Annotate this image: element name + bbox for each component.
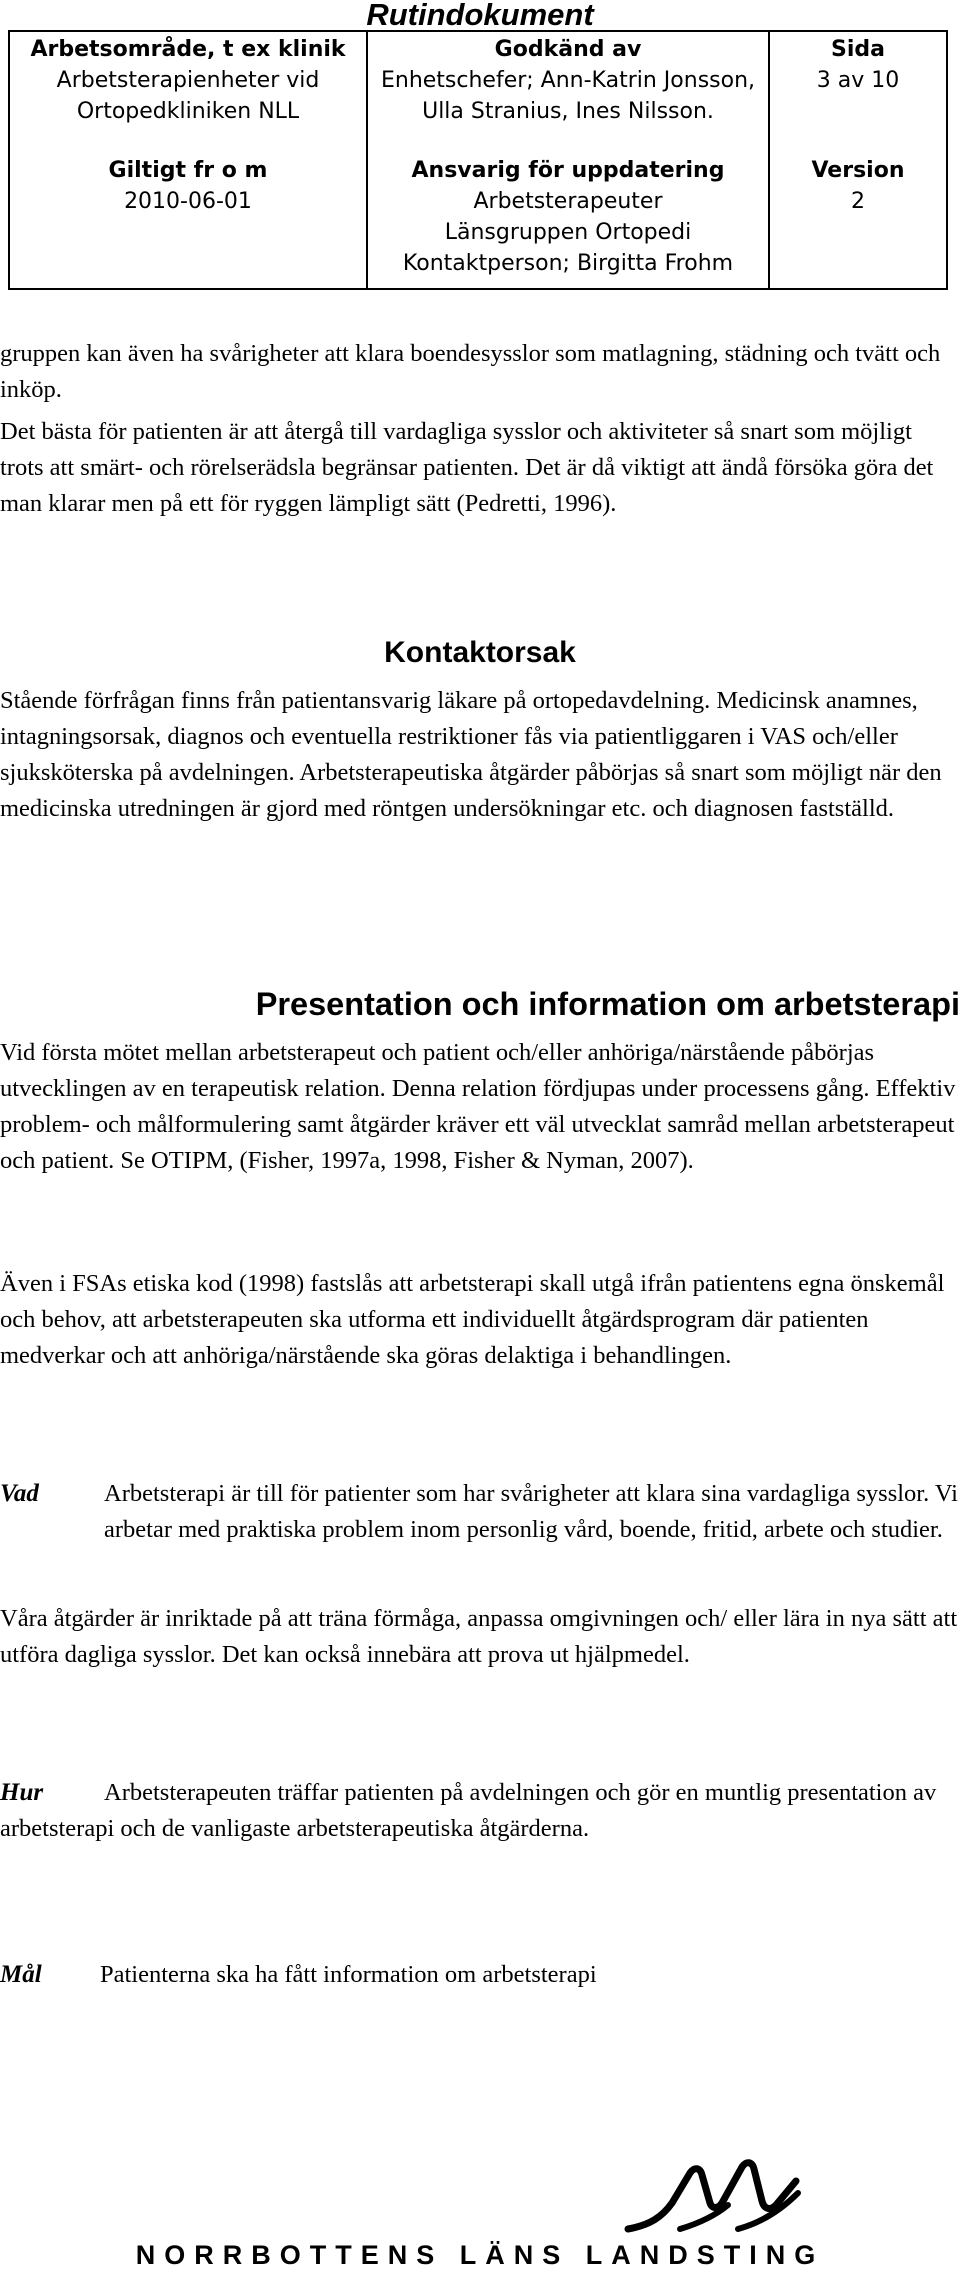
paragraph-best-for-patient: Det bästa för patienten är att återgå till vardagliga sysslor och aktiviteter så snart som möjligt trots att smärt- och rörelserädsla begränsar patienten. Det är då viktigt att ändå försöka göra det man klarar men på ett för ryggen lämpligt sätt (Pedretti, 1996). [0,418,934,517]
paragraph-first-meeting: Vid första mötet mellan arbetsterapeut och patient och/eller anhöriga/närstående påbörjas utvecklingen av en terapeutisk relation. Denna relation fördjupas under processens gång. Effektiv problem- och målformulering samt åtgärder kräver ett väl utvecklat samråd mellan arbetsterapeut och patient. Se OTIPM, (Fisher, 1997a, 1998, Fisher & Nyman, 2007). [0,1039,956,1174]
page-value: 3 av 10 [816,68,900,93]
heading-presentation: Presentation och information om arbetsterapi [255,986,960,1022]
document-header-table [8,30,948,290]
area-cell [9,31,367,155]
valid-label: Giltigt fr o m [108,158,268,183]
valid-value: 2010-06-01 [124,189,252,214]
responsible-line-2: Länsgruppen Ortopedi [444,220,692,245]
responsible-line-1: Arbetsterapeuter [473,189,663,214]
responsible-label: Ansvarig för uppdatering [411,158,725,183]
area-value: Arbetsterapienheter vid Ortopedkliniken NLL [56,68,320,124]
footer-organization: NORRBOTTENS LÄNS LANDSTING [135,2240,825,2270]
version-value: 2 [851,189,865,214]
approved-value: Enhetschefer; Ann-Katrin Jonsson, Ulla Stranius, Ines Nilsson. [380,68,756,124]
definition-vad: Arbetsterapi är till för patienter som har svårigheter att klara sina vardagliga sysslor. Vi arbetar med praktiska problem inom personlig vård, boende, fritid, arbete och studier. [104,1480,958,1543]
term-hur: Hur [0,1779,44,1806]
paragraph-continued: gruppen kan även ha svårigheter att klara boendesysslor som matlagning, städning och tvätt och inköp. [0,340,941,403]
term-mal: Mål [0,1961,42,1988]
responsible-cell [367,155,769,289]
page-label: Sida [831,37,885,62]
page-cell [769,31,947,155]
version-cell [769,155,947,289]
nll-logo-icon [620,2145,820,2240]
approved-label: Godkänd av [494,37,642,62]
paragraph-measures: Våra åtgärder är inriktade på att träna förmåga, anpassa omgivningen och/ eller lära in nya sätt att utföra dagliga sysslor. Det kan också innebära att prova ut hjälpmedel. [0,1605,958,1668]
version-label: Version [811,158,905,183]
valid-cell [9,155,367,289]
area-label: Arbetsområde, t ex klinik [30,37,346,62]
responsible-line-3: Kontaktperson; Birgitta Frohm [402,251,734,276]
paragraph-contact-reason: Stående förfrågan finns från patientansvarig läkare på ortopedavdelning. Medicinsk anamnes, intagningsorsak, diagnos och eventuella restriktioner fås via patientliggaren i VAS och/eller sjuksköterska på avdelningen. Arbetsterapeutiska åtgärder påbörjas så snart som möjligt när den medicinska utredningen är gjord med röntgen undersökningar etc. och diagnosen fastställd. [0,687,942,822]
definition-mal: Patienterna ska ha fått information om arbetsterapi [100,1961,597,1988]
document-title: Rutindokument [366,0,594,32]
definition-hur: Arbetsterapeuten träffar patienten på avdelningen och gör en muntlig presentation av arbetsterapi och de vanligaste arbetsterapeutiska åtgärderna. [0,1779,937,1842]
heading-kontaktorsak: Kontaktorsak [384,636,576,669]
paragraph-ethics-code: Även i FSAs etiska kod (1998) fastslås att arbetsterapi skall utgå ifrån patientens egna önskemål och behov, att arbetsterapeuten ska utforma ett individuellt åtgärdsprogram där patienten medverkar och att anhöriga/närstående ska göras delaktiga i behandlingen. [0,1270,945,1369]
term-vad: Vad [0,1480,39,1507]
approved-cell [367,31,769,155]
